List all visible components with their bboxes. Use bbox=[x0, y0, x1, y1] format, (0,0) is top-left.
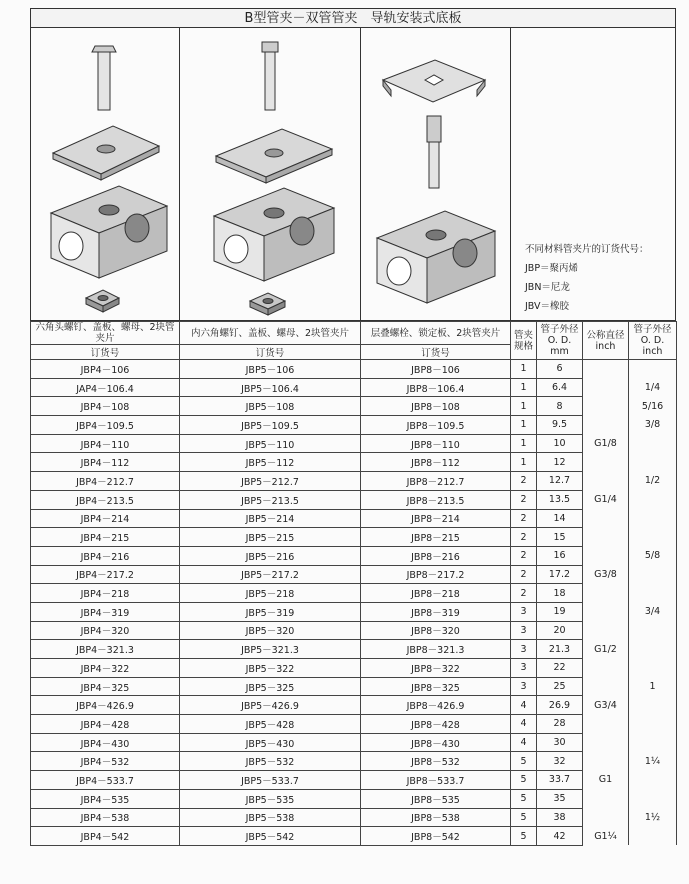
order-no-hex-bolt: JBP4－430 bbox=[31, 733, 180, 752]
table-row bbox=[31, 397, 677, 416]
order-no-stacking-bolt: JBP8－213.5 bbox=[361, 490, 511, 509]
clamp-size: 1 bbox=[511, 416, 537, 435]
order-no-socket-screw: JBP5－319 bbox=[180, 602, 361, 621]
header-od-inch bbox=[629, 322, 677, 360]
nominal-diameter bbox=[583, 733, 629, 752]
table-row bbox=[31, 490, 677, 509]
nominal-diameter bbox=[583, 602, 629, 621]
order-no-hex-bolt: JBP4－322 bbox=[31, 659, 180, 678]
od-mm: 6 bbox=[537, 360, 583, 379]
table-row bbox=[31, 771, 677, 790]
order-no-stacking-bolt: JBP8－321.3 bbox=[361, 640, 511, 659]
legend-item-jbn: JBN＝尼龙 bbox=[525, 282, 570, 293]
od-inch: 5/16 bbox=[629, 397, 677, 416]
table-row bbox=[31, 789, 677, 808]
clamp-size: 2 bbox=[511, 528, 537, 547]
order-no-socket-screw: JBP5－322 bbox=[180, 659, 361, 678]
nominal-diameter bbox=[583, 453, 629, 472]
table-row bbox=[31, 827, 677, 846]
od-mm: 25 bbox=[537, 677, 583, 696]
nominal-diameter bbox=[583, 509, 629, 528]
clamp-size: 4 bbox=[511, 696, 537, 715]
od-mm: 18 bbox=[537, 584, 583, 603]
nominal-diameter bbox=[583, 621, 629, 640]
order-no-socket-screw: JBP5－216 bbox=[180, 546, 361, 565]
clamp-size: 4 bbox=[511, 733, 537, 752]
order-no-socket-screw: JBP5－108 bbox=[180, 397, 361, 416]
table-row bbox=[31, 509, 677, 528]
order-no-hex-bolt: JBP4－319 bbox=[31, 602, 180, 621]
order-no-stacking-bolt: JBP8－428 bbox=[361, 715, 511, 734]
order-no-socket-screw: JBP5－112 bbox=[180, 453, 361, 472]
od-inch bbox=[629, 434, 677, 453]
order-no-hex-bolt: JBP4－108 bbox=[31, 397, 180, 416]
order-no-stacking-bolt: JBP8－218 bbox=[361, 584, 511, 603]
legend-item-jbp: JBP＝聚丙烯 bbox=[525, 263, 579, 274]
order-no-socket-screw: JBP5－533.7 bbox=[180, 771, 361, 790]
nominal-diameter bbox=[583, 715, 629, 734]
nominal-diameter bbox=[583, 528, 629, 547]
od-inch bbox=[629, 659, 677, 678]
order-no-hex-bolt: JBP4－426.9 bbox=[31, 696, 180, 715]
order-no-socket-screw: JBP5－428 bbox=[180, 715, 361, 734]
table-row bbox=[31, 659, 677, 678]
order-no-stacking-bolt: JBP8－216 bbox=[361, 546, 511, 565]
order-no-hex-bolt: JBP4－106 bbox=[31, 360, 180, 379]
od-inch: 1/2 bbox=[629, 472, 677, 491]
order-no-socket-screw: JBP5－106 bbox=[180, 360, 361, 379]
od-mm: 20 bbox=[537, 621, 583, 640]
order-no-socket-screw: JBP5－535 bbox=[180, 789, 361, 808]
header-nominal-line-1: 公称直径 bbox=[586, 329, 625, 341]
table-row bbox=[31, 621, 677, 640]
nominal-diameter: G1/4 bbox=[583, 490, 629, 509]
order-no-stacking-bolt: JBP8－106 bbox=[361, 360, 511, 379]
od-inch: 1¼ bbox=[629, 752, 677, 771]
order-no-stacking-bolt: JBP8－426.9 bbox=[361, 696, 511, 715]
header-od-inch-line-1: 管子外径 bbox=[633, 324, 672, 335]
table-row bbox=[31, 733, 677, 752]
clamp-size: 4 bbox=[511, 715, 537, 734]
material-legend bbox=[525, 240, 649, 316]
od-mm: 38 bbox=[537, 808, 583, 827]
illustration-stacking-bolt-assembly bbox=[361, 28, 511, 321]
od-mm: 12.7 bbox=[537, 472, 583, 491]
order-no-socket-screw: JBP5－532 bbox=[180, 752, 361, 771]
od-mm: 13.5 bbox=[537, 490, 583, 509]
clamp-size: 5 bbox=[511, 771, 537, 790]
clamp-size: 1 bbox=[511, 360, 537, 379]
clamp-size: 3 bbox=[511, 602, 537, 621]
od-mm: 30 bbox=[537, 733, 583, 752]
od-inch bbox=[629, 789, 677, 808]
order-no-stacking-bolt: JBP8－535 bbox=[361, 789, 511, 808]
order-no-socket-screw: JBP5－215 bbox=[180, 528, 361, 547]
od-mm: 9.5 bbox=[537, 416, 583, 435]
order-no-hex-bolt: JBP4－320 bbox=[31, 621, 180, 640]
table-row bbox=[31, 434, 677, 453]
clamp-size: 3 bbox=[511, 659, 537, 678]
order-no-stacking-bolt: JBP8－319 bbox=[361, 602, 511, 621]
order-no-hex-bolt: JBP4－538 bbox=[31, 808, 180, 827]
nominal-diameter bbox=[583, 584, 629, 603]
order-no-header-3: 订货号 bbox=[361, 345, 511, 360]
header-nominal-line-2: inch bbox=[595, 340, 616, 352]
order-no-hex-bolt: JBP4－428 bbox=[31, 715, 180, 734]
table-row bbox=[31, 715, 677, 734]
od-inch: 3/8 bbox=[629, 416, 677, 435]
od-mm: 16 bbox=[537, 546, 583, 565]
od-mm: 10 bbox=[537, 434, 583, 453]
nominal-diameter bbox=[583, 677, 629, 696]
material-legend-panel bbox=[511, 28, 677, 321]
od-inch bbox=[629, 621, 677, 640]
order-no-stacking-bolt: JBP8－430 bbox=[361, 733, 511, 752]
header-od-inch-line-3: inch bbox=[642, 346, 663, 357]
clamp-size: 2 bbox=[511, 472, 537, 491]
od-mm: 35 bbox=[537, 789, 583, 808]
od-inch bbox=[629, 771, 677, 790]
nominal-diameter bbox=[583, 472, 629, 491]
od-mm: 33.7 bbox=[537, 771, 583, 790]
order-no-stacking-bolt: JBP8－112 bbox=[361, 453, 511, 472]
nominal-diameter bbox=[583, 360, 629, 379]
order-no-hex-bolt: JBP4－532 bbox=[31, 752, 180, 771]
header-spec-line-1: 管夹 bbox=[513, 329, 533, 341]
clamp-size: 5 bbox=[511, 789, 537, 808]
order-no-hex-bolt: JBP4－321.3 bbox=[31, 640, 180, 659]
nominal-diameter: G1 bbox=[583, 771, 629, 790]
order-no-hex-bolt: JBP4－214 bbox=[31, 509, 180, 528]
clamp-size: 3 bbox=[511, 640, 537, 659]
table-row bbox=[31, 752, 677, 771]
table-row bbox=[31, 808, 677, 827]
od-inch bbox=[629, 640, 677, 659]
table-row bbox=[31, 416, 677, 435]
illustration-socket-screw-assembly bbox=[180, 28, 361, 321]
od-mm: 21.3 bbox=[537, 640, 583, 659]
order-no-header-2: 订货号 bbox=[180, 345, 361, 360]
order-no-stacking-bolt: JBP8－325 bbox=[361, 677, 511, 696]
order-no-stacking-bolt: JBP8－533.7 bbox=[361, 771, 511, 790]
order-no-socket-screw: JBP5－538 bbox=[180, 808, 361, 827]
header-od-mm-line-3: mm bbox=[550, 346, 569, 357]
table-row bbox=[31, 677, 677, 696]
order-no-stacking-bolt: JBP8－320 bbox=[361, 621, 511, 640]
order-no-socket-screw: JBP5－109.5 bbox=[180, 416, 361, 435]
clamp-size: 5 bbox=[511, 808, 537, 827]
order-no-hex-bolt: JBP4－217.2 bbox=[31, 565, 180, 584]
od-mm: 6.4 bbox=[537, 378, 583, 397]
clamp-size: 2 bbox=[511, 490, 537, 509]
od-inch: 3/4 bbox=[629, 602, 677, 621]
od-inch bbox=[629, 528, 677, 547]
order-no-socket-screw: JBP5－325 bbox=[180, 677, 361, 696]
nominal-diameter: G1/2 bbox=[583, 640, 629, 659]
table-row bbox=[31, 640, 677, 659]
order-no-hex-bolt: JBP4－218 bbox=[31, 584, 180, 603]
order-no-stacking-bolt: JBP8－538 bbox=[361, 808, 511, 827]
order-no-stacking-bolt: JBP8－110 bbox=[361, 434, 511, 453]
order-no-stacking-bolt: JBP8－106.4 bbox=[361, 378, 511, 397]
header-od-mm-line-2: O. D. bbox=[547, 335, 572, 346]
nominal-diameter bbox=[583, 808, 629, 827]
order-no-stacking-bolt: JBP8－322 bbox=[361, 659, 511, 678]
header-hex-bolt: 六角头螺钉、盖板、螺母、2块管夹片 bbox=[31, 322, 180, 345]
table-row bbox=[31, 546, 677, 565]
table-row bbox=[31, 472, 677, 491]
od-inch: 5/8 bbox=[629, 546, 677, 565]
od-inch: 1½ bbox=[629, 808, 677, 827]
order-no-socket-screw: JBP5－426.9 bbox=[180, 696, 361, 715]
od-inch: 1 bbox=[629, 677, 677, 696]
order-no-hex-bolt: JBP4－212.7 bbox=[31, 472, 180, 491]
order-no-stacking-bolt: JBP8－542 bbox=[361, 827, 511, 846]
header-od-mm bbox=[537, 322, 583, 360]
order-no-hex-bolt: JBP4－213.5 bbox=[31, 490, 180, 509]
order-no-stacking-bolt: JBP8－214 bbox=[361, 509, 511, 528]
order-no-hex-bolt: JBP4－535 bbox=[31, 789, 180, 808]
nominal-diameter: G3/4 bbox=[583, 696, 629, 715]
nominal-diameter bbox=[583, 659, 629, 678]
clamp-size: 5 bbox=[511, 752, 537, 771]
od-inch bbox=[629, 827, 677, 846]
order-no-hex-bolt: JBP4－533.7 bbox=[31, 771, 180, 790]
od-mm: 26.9 bbox=[537, 696, 583, 715]
od-mm: 22 bbox=[537, 659, 583, 678]
table-header-row bbox=[31, 322, 677, 345]
order-no-stacking-bolt: JBP8－217.2 bbox=[361, 565, 511, 584]
header-od-inch-line-2: O. D. bbox=[640, 335, 665, 346]
od-inch bbox=[629, 733, 677, 752]
table-row bbox=[31, 696, 677, 715]
nominal-diameter: G1¼ bbox=[583, 827, 629, 846]
order-no-socket-screw: JBP5－321.3 bbox=[180, 640, 361, 659]
nominal-diameter bbox=[583, 378, 629, 397]
order-no-socket-screw: JBP5－110 bbox=[180, 434, 361, 453]
od-inch: 1/4 bbox=[629, 378, 677, 397]
od-mm: 14 bbox=[537, 509, 583, 528]
clamp-size: 3 bbox=[511, 677, 537, 696]
order-no-header-1: 订货号 bbox=[31, 345, 180, 360]
od-mm: 28 bbox=[537, 715, 583, 734]
order-table bbox=[30, 321, 677, 846]
order-no-socket-screw: JBP5－214 bbox=[180, 509, 361, 528]
od-mm: 19 bbox=[537, 602, 583, 621]
od-mm: 32 bbox=[537, 752, 583, 771]
header-spec bbox=[511, 322, 537, 360]
od-inch bbox=[629, 509, 677, 528]
table-row bbox=[31, 602, 677, 621]
order-no-hex-bolt: JBP4－215 bbox=[31, 528, 180, 547]
od-inch bbox=[629, 490, 677, 509]
header-od-mm-line-1: 管子外径 bbox=[540, 324, 579, 335]
nominal-diameter: G1/8 bbox=[583, 434, 629, 453]
table-row bbox=[31, 528, 677, 547]
order-no-stacking-bolt: JBP8－108 bbox=[361, 397, 511, 416]
order-no-hex-bolt: JBP4－325 bbox=[31, 677, 180, 696]
clamp-size: 5 bbox=[511, 827, 537, 846]
order-no-socket-screw: JBP5－218 bbox=[180, 584, 361, 603]
clamp-size: 1 bbox=[511, 434, 537, 453]
page-title: B型管夹－双管管夹 导轨安装式底板 bbox=[30, 8, 676, 28]
od-mm: 15 bbox=[537, 528, 583, 547]
order-no-stacking-bolt: JBP8－532 bbox=[361, 752, 511, 771]
order-no-socket-screw: JBP5－212.7 bbox=[180, 472, 361, 491]
order-no-stacking-bolt: JBP8－212.7 bbox=[361, 472, 511, 491]
nominal-diameter bbox=[583, 416, 629, 435]
legend-item-jbv: JBV＝橡胶 bbox=[525, 301, 570, 312]
table-row bbox=[31, 565, 677, 584]
order-no-hex-bolt: JBP4－110 bbox=[31, 434, 180, 453]
order-no-hex-bolt: JBP4－112 bbox=[31, 453, 180, 472]
od-mm: 12 bbox=[537, 453, 583, 472]
nominal-diameter bbox=[583, 546, 629, 565]
clamp-size: 1 bbox=[511, 453, 537, 472]
table-row bbox=[31, 453, 677, 472]
nominal-diameter bbox=[583, 752, 629, 771]
od-mm: 17.2 bbox=[537, 565, 583, 584]
order-no-hex-bolt: JAP4－106.4 bbox=[31, 378, 180, 397]
table-row bbox=[31, 360, 677, 379]
order-no-socket-screw: JBP5－213.5 bbox=[180, 490, 361, 509]
table-row bbox=[31, 378, 677, 397]
order-no-socket-screw: JBP5－106.4 bbox=[180, 378, 361, 397]
order-no-stacking-bolt: JBP8－215 bbox=[361, 528, 511, 547]
clamp-size: 2 bbox=[511, 565, 537, 584]
clamp-size: 3 bbox=[511, 621, 537, 640]
order-no-hex-bolt: JBP4－216 bbox=[31, 546, 180, 565]
header-nominal bbox=[583, 322, 629, 360]
header-spec-line-2: 规格 bbox=[513, 340, 533, 352]
order-no-hex-bolt: JBP4－109.5 bbox=[31, 416, 180, 435]
nominal-diameter bbox=[583, 397, 629, 416]
table-row bbox=[31, 584, 677, 603]
od-inch bbox=[629, 565, 677, 584]
header-socket-screw: 内六角螺钉、盖板、螺母、2块管夹片 bbox=[180, 322, 361, 345]
order-no-socket-screw: JBP5－320 bbox=[180, 621, 361, 640]
clamp-size: 1 bbox=[511, 378, 537, 397]
order-no-stacking-bolt: JBP8－109.5 bbox=[361, 416, 511, 435]
header-stacking-bolt: 层叠螺栓、锁定板、2块管夹片 bbox=[361, 322, 511, 345]
nominal-diameter bbox=[583, 789, 629, 808]
order-no-socket-screw: JBP5－217.2 bbox=[180, 565, 361, 584]
order-no-socket-screw: JBP5－542 bbox=[180, 827, 361, 846]
od-inch bbox=[629, 584, 677, 603]
clamp-size: 2 bbox=[511, 584, 537, 603]
od-mm: 8 bbox=[537, 397, 583, 416]
illustration-hex-bolt-assembly bbox=[31, 28, 180, 321]
od-mm: 42 bbox=[537, 827, 583, 846]
legend-heading: 不同材料管夹片的订货代号： bbox=[525, 244, 649, 255]
nominal-diameter: G3/8 bbox=[583, 565, 629, 584]
order-no-hex-bolt: JBP4－542 bbox=[31, 827, 180, 846]
clamp-size: 2 bbox=[511, 546, 537, 565]
od-inch bbox=[629, 360, 677, 379]
od-inch bbox=[629, 453, 677, 472]
clamp-size: 1 bbox=[511, 397, 537, 416]
clamp-size: 2 bbox=[511, 509, 537, 528]
od-inch bbox=[629, 696, 677, 715]
product-illustrations bbox=[30, 28, 676, 321]
order-no-socket-screw: JBP5－430 bbox=[180, 733, 361, 752]
od-inch bbox=[629, 715, 677, 734]
